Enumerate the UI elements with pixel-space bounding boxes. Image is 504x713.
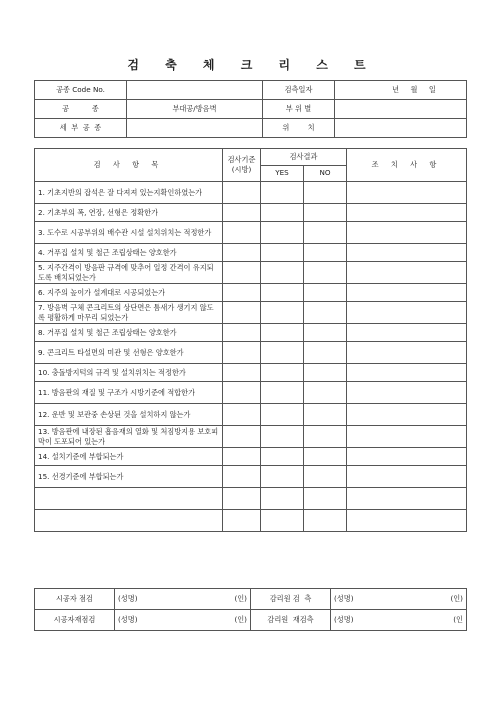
header-info-table bbox=[34, 80, 467, 138]
item-text: 1. 기초지반의 잡석은 잘 다져져 있는지확인하였는가 bbox=[35, 182, 223, 204]
sign-name-label: (성명) bbox=[334, 594, 354, 603]
col-standard-header bbox=[223, 149, 261, 182]
yes-check-field[interactable] bbox=[261, 426, 304, 448]
part-value-field[interactable] bbox=[335, 100, 467, 119]
signature-table bbox=[34, 588, 467, 631]
item-text: 14. 설치기준에 부합되는가 bbox=[35, 448, 223, 466]
col-no-header: NO bbox=[304, 165, 347, 182]
no-check-field[interactable] bbox=[304, 244, 347, 262]
checklist-row bbox=[35, 364, 467, 382]
no-check-field[interactable] bbox=[304, 488, 347, 510]
no-check-field[interactable] bbox=[304, 510, 347, 532]
yes-check-field[interactable] bbox=[261, 222, 304, 244]
checklist-row bbox=[35, 244, 467, 262]
action-field[interactable] bbox=[347, 466, 467, 488]
checklist-row bbox=[35, 466, 467, 488]
action-field[interactable] bbox=[347, 426, 467, 448]
standard-field[interactable] bbox=[223, 302, 261, 324]
standard-field[interactable] bbox=[223, 204, 261, 222]
seal-label: (인) bbox=[234, 594, 247, 603]
item-text: 7. 방음벽 구체 콘크리트의 상단면은 틈새가 생기지 않도록 평활하게 마무리 되었는가 bbox=[35, 302, 223, 324]
document-title: 검 축 체 크 리 스 트 bbox=[127, 58, 377, 72]
type-label: 공 종 bbox=[35, 100, 127, 119]
yes-check-field[interactable] bbox=[261, 244, 304, 262]
item-text: 5. 지주간격이 방음판 규격에 맞추어 일정 간격이 유지되도록 배치되었는가 bbox=[35, 262, 223, 284]
no-check-field[interactable] bbox=[304, 466, 347, 488]
standard-field[interactable] bbox=[223, 342, 261, 364]
checklist-row bbox=[35, 262, 467, 284]
yes-check-field[interactable] bbox=[261, 342, 304, 364]
action-field[interactable] bbox=[347, 204, 467, 222]
checklist-row bbox=[35, 426, 467, 448]
no-check-field[interactable] bbox=[304, 404, 347, 426]
item-text: 6. 지주의 높이가 설계대로 시공되었는가 bbox=[35, 284, 223, 302]
action-field[interactable] bbox=[347, 182, 467, 204]
action-field[interactable] bbox=[347, 488, 467, 510]
date-label: 검측일자 bbox=[263, 81, 335, 100]
col-result-header: 검사결과 bbox=[261, 149, 347, 166]
standard-field[interactable] bbox=[223, 222, 261, 244]
action-field[interactable] bbox=[347, 262, 467, 284]
col-standard-line1: 검사기준 bbox=[227, 155, 256, 164]
checklist-row bbox=[35, 404, 467, 426]
checklist-rows bbox=[35, 182, 467, 532]
item-text: 13. 방음판에 내장된 흡음재의 열화 및 처짐방지용 보호피막이 도포되어 있는가 bbox=[35, 426, 223, 448]
standard-field[interactable] bbox=[223, 182, 261, 204]
yes-check-field[interactable] bbox=[261, 324, 304, 342]
no-check-field[interactable] bbox=[304, 448, 347, 466]
seal-label: (인) bbox=[234, 615, 247, 624]
detail-value-field[interactable] bbox=[127, 119, 263, 138]
checklist-row bbox=[35, 302, 467, 324]
item-text: 8. 거푸집 설치 및 철근 조립상태는 양호한가 bbox=[35, 324, 223, 342]
date-value-field[interactable] bbox=[335, 81, 467, 100]
standard-field[interactable] bbox=[223, 284, 261, 302]
item-text: 11. 방음판의 재질 및 구조가 시방기준에 적합한가 bbox=[35, 382, 223, 404]
checklist-row bbox=[35, 448, 467, 466]
standard-field[interactable] bbox=[223, 262, 261, 284]
standard-field[interactable] bbox=[223, 426, 261, 448]
yes-check-field[interactable] bbox=[261, 302, 304, 324]
no-check-field[interactable] bbox=[304, 204, 347, 222]
col-items-header: 검 사 항 목 bbox=[35, 149, 223, 182]
no-check-field[interactable] bbox=[304, 222, 347, 244]
no-check-field[interactable] bbox=[304, 324, 347, 342]
col-standard-line2: (시방) bbox=[231, 165, 252, 174]
no-check-field[interactable] bbox=[304, 426, 347, 448]
action-field[interactable] bbox=[347, 302, 467, 324]
action-field[interactable] bbox=[347, 244, 467, 262]
item-text: 2. 기초부의 폭, 연장, 선형은 정확한가 bbox=[35, 204, 223, 222]
row2-left-sign-field[interactable] bbox=[115, 610, 251, 631]
col-yes-header: YES bbox=[261, 165, 304, 182]
row2-left-label: 시공자재점검 bbox=[35, 610, 115, 631]
date-value: 년 월 일 bbox=[392, 85, 436, 94]
standard-field[interactable] bbox=[223, 466, 261, 488]
action-field[interactable] bbox=[347, 448, 467, 466]
action-field[interactable] bbox=[347, 222, 467, 244]
row1-left-label: 시공자 점검 bbox=[35, 589, 115, 610]
checklist-row bbox=[35, 382, 467, 404]
yes-check-field[interactable] bbox=[261, 488, 304, 510]
checklist-row bbox=[35, 204, 467, 222]
no-check-field[interactable] bbox=[304, 364, 347, 382]
item-text: 10. 충돌방지턱의 규격 및 설치위치는 적정한가 bbox=[35, 364, 223, 382]
row2-right-label: 감리원 재검측 bbox=[251, 610, 331, 631]
action-field[interactable] bbox=[347, 342, 467, 364]
location-value-field[interactable] bbox=[335, 119, 467, 138]
row2-right-sign-field[interactable] bbox=[331, 610, 467, 631]
col-action-header: 조 치 사 항 bbox=[347, 149, 467, 182]
checklist-row bbox=[35, 324, 467, 342]
location-label: 위 치 bbox=[263, 119, 335, 138]
checklist-row bbox=[35, 342, 467, 364]
action-field[interactable] bbox=[347, 382, 467, 404]
checklist-row bbox=[35, 222, 467, 244]
checklist-row bbox=[35, 510, 467, 532]
part-label: 부 위 별 bbox=[263, 100, 335, 119]
code-label: 공종 Code No. bbox=[35, 81, 127, 100]
no-check-field[interactable] bbox=[304, 284, 347, 302]
row1-right-label: 감리원 검 측 bbox=[251, 589, 331, 610]
detail-label: 세 부 공 종 bbox=[35, 119, 127, 138]
code-value-field[interactable] bbox=[127, 81, 263, 100]
no-check-field[interactable] bbox=[304, 302, 347, 324]
row1-left-sign-field[interactable] bbox=[115, 589, 251, 610]
yes-check-field[interactable] bbox=[261, 262, 304, 284]
standard-field[interactable] bbox=[223, 488, 261, 510]
yes-check-field[interactable] bbox=[261, 510, 304, 532]
no-check-field[interactable] bbox=[304, 382, 347, 404]
checklist-row bbox=[35, 182, 467, 204]
action-field[interactable] bbox=[347, 510, 467, 532]
yes-check-field[interactable] bbox=[261, 204, 304, 222]
yes-check-field[interactable] bbox=[261, 404, 304, 426]
standard-field[interactable] bbox=[223, 404, 261, 426]
yes-check-field[interactable] bbox=[261, 364, 304, 382]
action-field[interactable] bbox=[347, 284, 467, 302]
yes-check-field[interactable] bbox=[261, 182, 304, 204]
standard-field[interactable] bbox=[223, 244, 261, 262]
standard-field[interactable] bbox=[223, 382, 261, 404]
item-text: 9. 콘크리트 타설면의 미관 및 선형은 양호한가 bbox=[35, 342, 223, 364]
seal-label: (인 bbox=[453, 615, 463, 624]
seal-label: (인) bbox=[450, 594, 463, 603]
standard-field[interactable] bbox=[223, 448, 261, 466]
type-value: 부대공/방음벽 bbox=[127, 100, 263, 119]
checklist-table bbox=[34, 148, 467, 532]
item-text: 3. 도수로 시공부위의 배수관 시설 설치위치는 적정한가 bbox=[35, 222, 223, 244]
no-check-field[interactable] bbox=[304, 342, 347, 364]
item-text bbox=[35, 510, 223, 532]
no-check-field[interactable] bbox=[304, 182, 347, 204]
item-text: 15. 선경기준에 부합되는가 bbox=[35, 466, 223, 488]
standard-field[interactable] bbox=[223, 364, 261, 382]
action-field[interactable] bbox=[347, 404, 467, 426]
action-field[interactable] bbox=[347, 324, 467, 342]
sign-name-label: (성명) bbox=[334, 615, 354, 624]
yes-check-field[interactable] bbox=[261, 448, 304, 466]
checklist-row bbox=[35, 284, 467, 302]
item-text bbox=[35, 488, 223, 510]
standard-field[interactable] bbox=[223, 510, 261, 532]
no-check-field[interactable] bbox=[304, 262, 347, 284]
sign-name-label: (성명) bbox=[118, 594, 138, 603]
checklist-row bbox=[35, 488, 467, 510]
action-field[interactable] bbox=[347, 364, 467, 382]
item-text: 12. 운반 및 보관중 손상된 것을 설치하지 않는가 bbox=[35, 404, 223, 426]
yes-check-field[interactable] bbox=[261, 382, 304, 404]
yes-check-field[interactable] bbox=[261, 466, 304, 488]
row1-right-sign-field[interactable] bbox=[331, 589, 467, 610]
yes-check-field[interactable] bbox=[261, 284, 304, 302]
standard-field[interactable] bbox=[223, 324, 261, 342]
item-text: 4. 거푸집 설치 및 철근 조립상태는 양호한가 bbox=[35, 244, 223, 262]
sign-name-label: (성명) bbox=[118, 615, 138, 624]
